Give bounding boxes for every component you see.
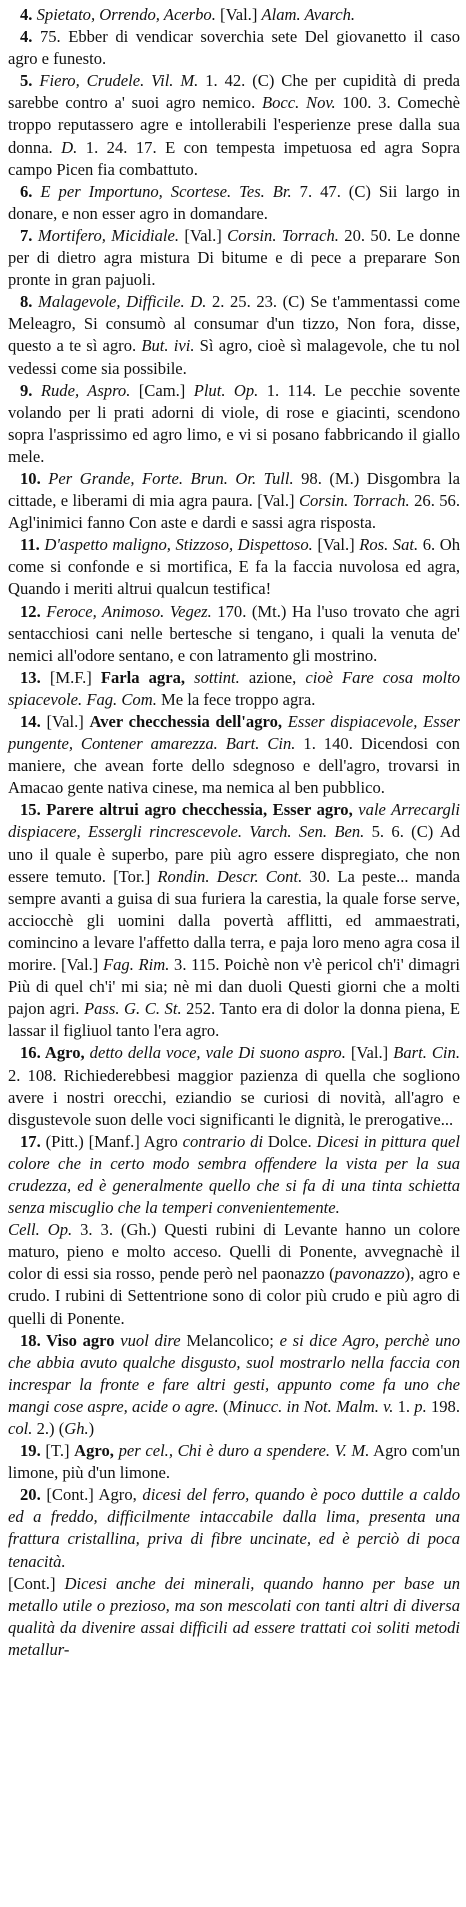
entry-continuation (8, 1573, 460, 1661)
italic-text: Fag. Rim. (102, 955, 170, 975)
italic-text: D'aspetto maligno, Stizzoso, Dispettoso. (44, 535, 313, 555)
italic-text: dicesi del ferro, quando è poco duttile a caldo ed a freddo, difficilmente intaccabile dalla lima, presenta una frattura cristallina, priva di fibre uncinate, ed è perciò di poca tenacità. (8, 1485, 460, 1571)
body-text: 252. Tanto era di dolor la donna piena, E lassar il figliuol tanto l'era agro. (8, 999, 460, 1041)
headword-phrase: Viso agro (46, 1330, 115, 1350)
body-text: 2.) ( (32, 1419, 65, 1438)
sense-number: 20. (20, 1485, 47, 1505)
dictionary-entry (8, 601, 460, 667)
body-text: Me la fece troppo agra. (156, 689, 316, 709)
sense-number: 8. (20, 292, 39, 312)
dictionary-entry (8, 26, 460, 70)
italic-text: e si dice Agro, perchè uno che abbia avuto qualche disgusto, suol mostrarlo nella faccia con increspar la fronte e fare altri gesti, appunto come fa uno che mangi cose aspre, acide o agre. (8, 1330, 461, 1416)
body-text: 6. Oh come si confonde e si mortifica, E fa la faccia nuvolosa ed agra, Quando i meriti altrui qualcun testifica! (8, 535, 460, 599)
sense-number: 15. (20, 800, 47, 820)
body-text (185, 668, 194, 687)
sense-number: 18. (20, 1330, 47, 1350)
italic-text: E per Importuno, Scortese. Tes. Br. (40, 181, 292, 201)
dictionary-entry (8, 1440, 460, 1484)
entry-continuation (8, 1219, 460, 1329)
body-text: [Cam.] (130, 380, 194, 400)
sense-number: 10. (20, 468, 49, 488)
body-text: [M.F.] (49, 667, 101, 687)
body-text: 26. 56. Agl'inimici fanno Con aste e dardi e sassi agra risposta. (8, 491, 460, 533)
italic-text: Malagevole, Difficile. D. (38, 292, 207, 312)
body-text: [Val.] (215, 5, 262, 24)
body-text: 30. La peste... manda sempre avanti a guisa di sua furiera la carestia, la quale forse serve, acciocchè gli uomini dalla povertà afflitti, ed ammaestrati, comincino a levare l'affetto dalla terra, e paja loro meno agra cosa il morire. [Val.] (8, 866, 460, 975)
body-text: 2. 25. 23. (C) Se t'ammentassi come Meleagro, Si consumò al consumar d'un tizzo, Non fora, disse, questo a te sì agro. (8, 292, 461, 356)
italic-text: Rude, Aspro. (40, 380, 131, 400)
italic-text: Corsin. Torrach. (227, 225, 339, 245)
body-text: [Val.] (312, 535, 360, 555)
body-text: 1. 42. (C) Che per cupidità di preda sarebbe contro a' suoi agro nemico. (8, 71, 461, 113)
body-text: 1. 24. 17. E con tempesta impetuosa ed agra Sopra campo Picen fia combattuto. (8, 137, 461, 179)
headword-phrase: Agro, (74, 1441, 114, 1461)
italic-text: Corsin. Torrach. (298, 491, 410, 511)
sense-number: 11. (20, 535, 45, 555)
body-text: 1. 140. Dicendosi con maniere, che avean forte dello sdegnoso e dell'agro, trovarsi in Amacao gente nativa cinese, ma nemica al ben pubblico. (8, 734, 460, 798)
body-text: [Val.] (345, 1043, 394, 1063)
italic-text: col. (8, 1419, 33, 1438)
italic-text: vale Arrecargli dispiacere, Essergli rincrescevole. Varch. Sen. Ben. (8, 800, 460, 842)
body-text: (Pitt.) [Manf.] Agro (45, 1131, 183, 1151)
italic-text: sottint. (194, 667, 240, 687)
italic-text: vuol dire (120, 1330, 181, 1350)
body-text: Melancolico; (180, 1330, 280, 1350)
dictionary-entry (8, 291, 460, 379)
headword-phrase: Aver checchessia dell'agro, (89, 712, 283, 731)
dictionary-entry (8, 534, 460, 600)
body-text: 198. (426, 1396, 460, 1416)
sense-number: 17. (20, 1131, 46, 1151)
body-text: ) (88, 1419, 95, 1438)
body-text: 3. 3. (Gh.) Questi rubini di Levante hanno un colore maturo, pieno e molto acceso. Quelli di Ponente, avvegnachè il color di essi sia rosso, pende però nel paonazzo ( (8, 1220, 460, 1284)
dictionary-entry (8, 181, 460, 225)
body-text: azione, (239, 667, 306, 687)
body-text: [Cont.] Agro, (46, 1485, 143, 1505)
italic-text: Gh. (64, 1419, 89, 1438)
dictionary-entry (8, 1042, 460, 1130)
sense-number: 4. (20, 5, 37, 24)
dictionary-entry (8, 1484, 460, 1572)
body-text: 100. 3. Comechè troppo reputassero agre e intollerabili l'esperienze prese dalla sua donna. (8, 93, 460, 157)
headword-phrase: Parere altrui agro checchessia, Esser agro, (46, 800, 353, 820)
body-text: Sì agro, cioè sì malagevole, che tu nol vedessi come sia possibile. (8, 336, 460, 378)
italic-text: Bocc. Nov. (261, 93, 336, 113)
italic-text: Spietato, Orrendo, Acerbo. (36, 5, 216, 24)
italic-text: Bart. Cin. (393, 1043, 460, 1063)
body-text: 7. 47. (C) Sii largo in donare, e non esser agro in domandare. (8, 181, 460, 223)
italic-text: Alam. Avarch. (261, 5, 356, 24)
body-text: 98. (M.) Disgombra la cittade, e liberami di mia agra paura. [Val.] (8, 468, 461, 511)
italic-text: pavonazzo (334, 1264, 405, 1284)
italic-text: p. (414, 1396, 427, 1416)
italic-text: Plut. Op. (193, 380, 259, 400)
body-text: 20. 50. Le donne per di dietro agra mistura Di bitume e di pece a preparare Son pronte in gran pajuoli. (8, 225, 460, 290)
italic-text: Cell. Op. (8, 1220, 73, 1240)
italic-text: Rondin. Descr. Cont. (157, 866, 303, 886)
dictionary-entry (8, 225, 460, 291)
italic-text: contrario di (182, 1131, 264, 1151)
italic-text: Fiero, Crudele. Vil. M. (39, 71, 199, 91)
body-text: ( (218, 1396, 229, 1416)
italic-text: per cel., Chi è duro a spendere. V. M. (118, 1441, 370, 1461)
dictionary-entry (8, 70, 460, 180)
headword-phrase: Agro, (44, 1043, 85, 1063)
italic-text: Esser dispiacevole, Esser pungente, Contener amarezza. Bart. Cin. (8, 712, 460, 754)
body-text: [Val.] (179, 225, 228, 245)
body-text: 5. 6. (C) Ad uno il quale è superbo, pare più agro essere dispregiato, che non essere temuto. [Tor.] (8, 822, 460, 886)
sense-number: 6. (20, 181, 41, 201)
body-text: Agro com'un limone, più d'un limone. (8, 1441, 460, 1483)
dictionary-entry (8, 468, 460, 534)
sense-number: 9. (20, 380, 41, 400)
sense-number: 19. (20, 1441, 46, 1461)
body-text: ), agro e crudo. I rubini di Settentrione sono di color più crudo e più agro di quelli di Ponente. (8, 1264, 460, 1328)
italic-text: Mortifero, Micidiale. (37, 225, 180, 245)
body-text: 75. Ebber di vendicar soverchia sete Del giovanetto il caso agro e funesto. (8, 27, 460, 69)
body-text: 170. (Mt.) Ha l'uso trovato che agri sentacchiosi cani nelle bertesche si tengano, i quali la venuta de' nemici all'odore sentano, e con latramento gli mostrino. (8, 601, 461, 665)
italic-text: D. (61, 137, 78, 157)
dictionary-entry (8, 799, 460, 1042)
italic-text: cioè Fare cosa molto spiacevole. Fag. Com. (8, 667, 461, 709)
italic-text: Pass. G. C. St. (83, 999, 182, 1019)
italic-text: Minucc. in Not. Malm. v. (228, 1396, 394, 1416)
italic-text: detto della voce, vale Di suono aspro. (89, 1043, 346, 1063)
italic-text: Dicesi in pittura quel colore che in certo modo sembra offendere la vista per la sua crudezza, ed è generalmente quello che si fa di una tinta schietta senza miscuglio che la temperi convenientemente. (8, 1131, 460, 1218)
body-text: Dolce. (263, 1131, 317, 1151)
body-text: [Val.] (46, 712, 90, 731)
dictionary-entry (8, 380, 460, 468)
body-text: [Cont.] (8, 1573, 65, 1593)
italic-text: Dicesi anche dei minerali, quando hanno per base un metallo utile o prezioso, ma son mescolati con tanti altri di diversa qualità da divenire assai difficili ad essere trattati coi soliti metodi metallur- (8, 1573, 461, 1659)
sense-number: 16. (20, 1043, 45, 1063)
italic-text: Ros. Sat. (359, 535, 419, 555)
italic-text: Per Grande, Forte. Brun. Or. Tull. (48, 468, 294, 488)
body-text: 2. 108. Richiederebbesi maggior pazienza di quella che sogliono avere i nostri orecchi, eziandio se curiosi di novità, all'agro e disgustevole suon delle voci significanti le dignità, le prerogative... (8, 1065, 460, 1129)
sense-number: 4. (20, 27, 40, 47)
dictionary-entry (8, 4, 460, 26)
body-text: 3. 115. Poichè non v'è pericol ch'i' dimagri Più di quel ch'i' mi sia; nè mi dan duoli Questi giorni che a molti pajon agri. (8, 955, 461, 1019)
italic-text: But. ivi. (141, 336, 195, 356)
sense-number: 7. (20, 225, 38, 245)
body-text: 1. (393, 1396, 415, 1416)
headword-phrase: Farla agra, (100, 667, 186, 687)
sense-number: 5. (20, 71, 40, 91)
sense-number: 12. (20, 601, 47, 621)
body-text: 1. 114. Le pecchie sovente volando per li prati adorni di viole, di rose e giacinti, scendono sopra l'asprissimo ed agro limo, e vi si posano fabbricando il giallo mele. (8, 380, 460, 466)
body-text: [T.] (45, 1441, 75, 1461)
dictionary-entry (8, 1131, 460, 1219)
sense-number: 14. (20, 712, 47, 731)
dictionary-entry (8, 711, 460, 799)
dictionary-entry (8, 667, 460, 711)
dictionary-entry (8, 1330, 460, 1440)
sense-number: 13. (20, 667, 50, 687)
italic-text: Feroce, Animoso. Vegez. (46, 601, 212, 621)
